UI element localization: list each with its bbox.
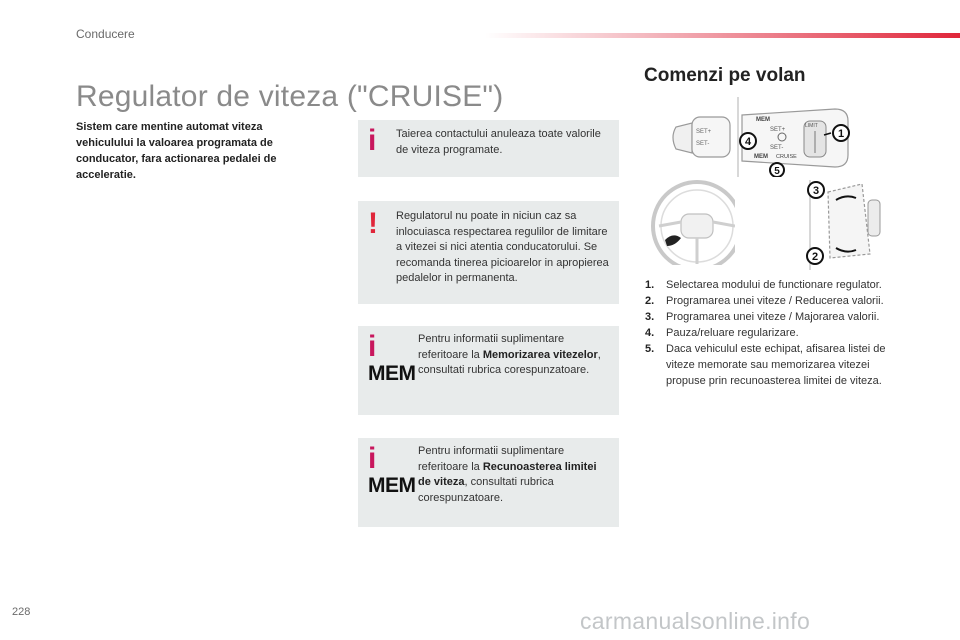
cruise-stalk-highlight (665, 235, 681, 246)
controls-title: Comenzi pe volan (644, 65, 806, 86)
info-icon: i (368, 124, 377, 157)
info-box-ignition (358, 120, 619, 177)
memorization-reference: Pentru informatii suplimentare referitoare la Memorizarea vitezelor, consultati rubrica corespunzatoare. (418, 333, 601, 376)
warning-icon: ! (368, 207, 378, 240)
header-accent-bar (485, 33, 960, 38)
warning-box (358, 201, 619, 304)
list-item: 3. Programarea unei viteze / Majorarea valorii. (645, 311, 880, 323)
speed-limit-link[interactable]: Recunoasterea limitei de viteza (418, 460, 597, 488)
memorization-link[interactable]: Memorizarea vitezelor (482, 348, 598, 361)
stalk-label-set-plus: SET+ (770, 127, 786, 133)
list-item: 5. Daca vehiculul este echipat, afisarea listei de viteze memorate sau memorizarea vitezei propuse prin recunoasterea limitei de viteza. (645, 343, 886, 387)
stalk-left-body (692, 117, 730, 157)
list-item: 2. Programarea unei viteze / Reducerea valorii. (645, 295, 884, 307)
steering-wheel-illustration (645, 180, 735, 265)
list-item: 4. Pauza/reluare regularizare. (645, 327, 799, 339)
info-text-ignition: Taierea contactului anuleaza toate valorile de viteza programate. (396, 128, 601, 156)
info-box-memorization (358, 326, 619, 415)
ring-control-illustration (800, 180, 885, 270)
watermark: carmanualsonline.info (580, 608, 811, 634)
steering-wheel-hub (681, 214, 713, 238)
speed-ring (868, 200, 880, 236)
stalk-label-cruise: CRUISE (776, 154, 797, 160)
page-number: 228 (12, 606, 31, 618)
warning-text: Regulatorul nu poate in niciun caz sa inlocuiasca respectarea regulilor de limitare a vitezei si nici atentia conducatorului. Se recomanda tinerea picioarelor in apropierea pedalelor in permanenta. (396, 210, 609, 284)
info-icon: i (368, 330, 377, 363)
stalk-label-limit: LIMIT (805, 123, 818, 129)
list-item: 1. Selectarea modului de functionare regulator. (645, 279, 882, 291)
callout-2-number: 2 (811, 251, 819, 263)
controls-list (645, 277, 905, 389)
page-title: Regulator de viteza ("CRUISE") (76, 80, 504, 114)
stalk-label-mem-bottom: MEM (754, 154, 768, 160)
stalk-label-set-minus: SET- (770, 145, 784, 151)
stalk-label-mem-top: MEM (756, 117, 770, 123)
mem-icon: MEM (368, 474, 416, 497)
callout-3-number: 3 (812, 185, 820, 197)
stalk-end-outline (828, 184, 870, 258)
stalk-label-set-minus-left: SET- (696, 141, 710, 147)
section-label: Conducere (76, 27, 135, 41)
speed-limit-reference: Pentru informatii suplimentare referitoare la Recunoasterea limitei de viteza, consultati rubrica corespunzatoare. (418, 445, 597, 504)
intro-paragraph: Sistem care mentine automat viteza vehiculului la valoarea programata de conducator, fara actionarea pedalei de acceleratie. (76, 121, 277, 181)
info-icon: i (368, 442, 377, 475)
callout-4-number: 4 (744, 136, 752, 148)
info-box-speed-limit (358, 438, 619, 527)
cruise-stalk-illustration (670, 97, 870, 177)
callout-1-number: 1 (837, 128, 845, 140)
stalk-label-set-plus-left: SET+ (696, 129, 712, 135)
mem-icon: MEM (368, 362, 416, 385)
callout-5-number: 5 (774, 166, 780, 177)
stalk-left-end (673, 123, 692, 153)
